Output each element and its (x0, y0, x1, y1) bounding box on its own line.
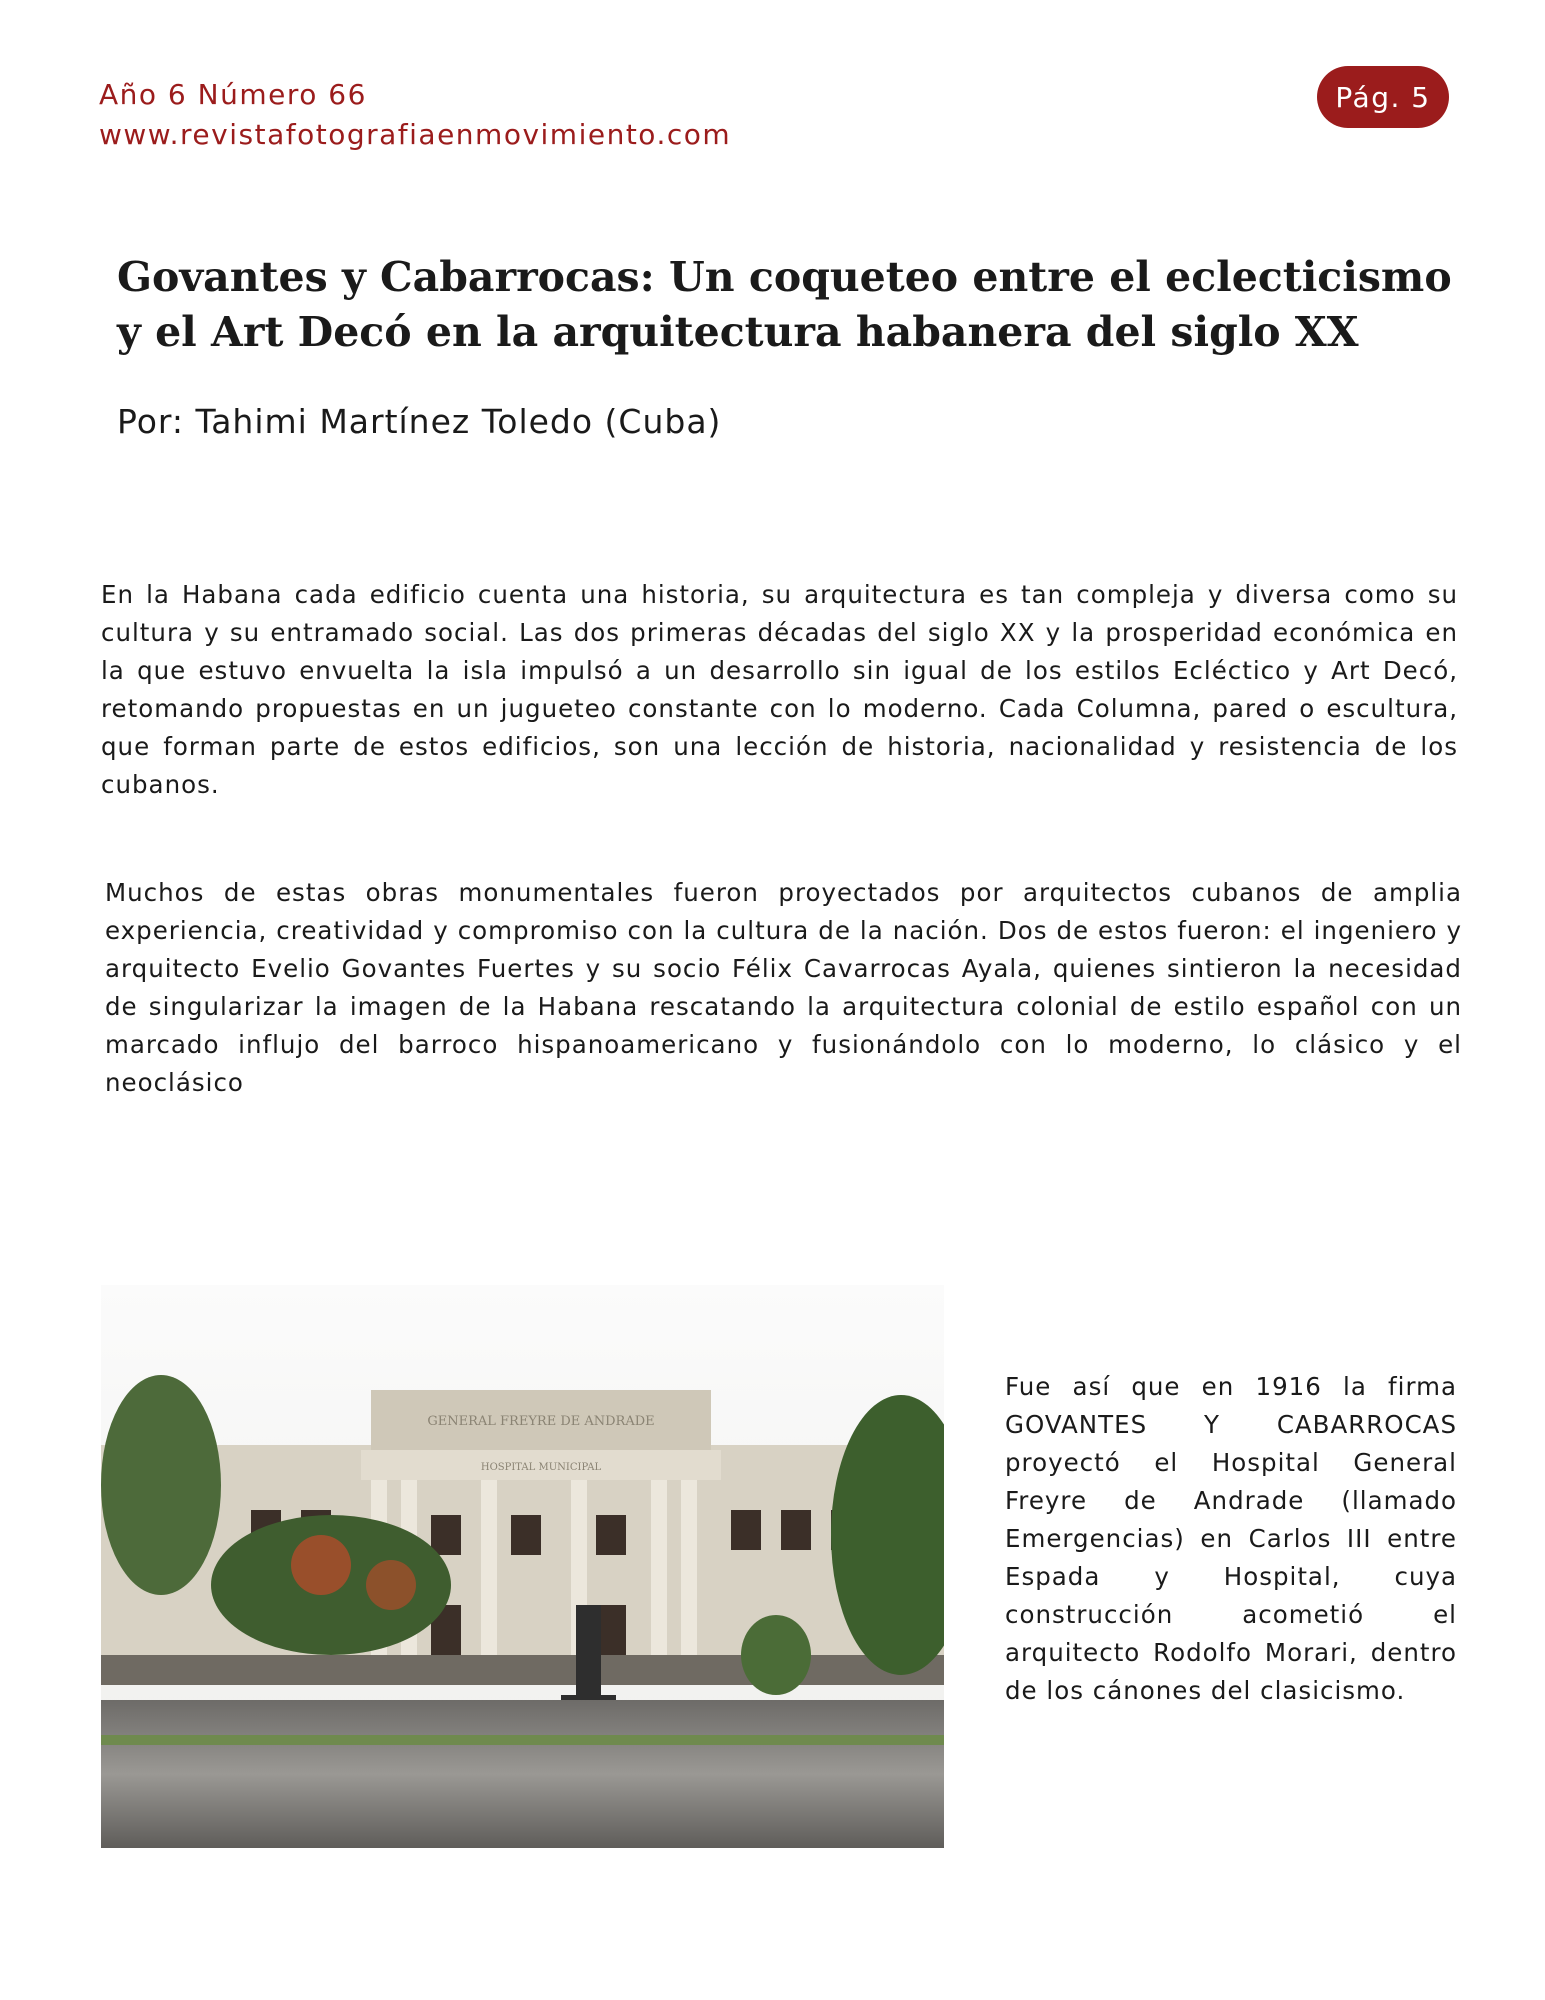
hospital-photo (101, 1285, 944, 1848)
paragraph-architects: Muchos de estas obras monumentales fueron proyectados por arquitectos cubanos de amplia experiencia, creatividad y compromiso con la cultura de la nación. Dos de estos fueron: el ingeniero y arquitecto Evelio Govantes Fuertes y su socio Félix Cavarrocas Ayala, quienes sintieron la necesidad de singularizar la imagen de la Habana rescatando la arquitectura colonial de estilo español con un marcado influjo del barroco hispanoamericano y fusionándolo con lo moderno, lo clásico y el neoclásico (105, 878, 1462, 1097)
article-title: Govantes y Cabarrocas: Un coqueteo entre el eclecticismo y el Art Decó en la arquitectura habanera del siglo XX (117, 253, 1452, 356)
website-link[interactable]: www.revistafotografiaenmovimiento.com (99, 118, 732, 151)
photo-inscription-top: GENERAL FREYRE DE ANDRADE (427, 1414, 655, 1429)
page-number-badge: Pág. 5 (1317, 66, 1449, 128)
paragraph-intro: En la Habana cada edificio cuenta una historia, su arquitectura es tan compleja y diversa como su cultura y su entramado social. Las dos primeras décadas del siglo XX y la prosperidad económica en la que estuvo envuelta la isla impulsó a un desarrollo sin igual de los estilos Ecléctico y Art Decó, retomando propuestas en un jugueteo constante con lo moderno. Cada Columna, pared o escultura, que forman parte de estos edificios, son una lección de historia, nacionalidad y resistencia de los cubanos. (101, 580, 1458, 799)
article-byline: Por: Tahimi Martínez Toledo (Cuba) (117, 402, 722, 441)
photo-inscription-portico: HOSPITAL MUNICIPAL (480, 1462, 602, 1473)
paragraph-hospital: Fue así que en 1916 la firma GOVANTES Y CABARROCAS proyectó el Hospital General Freyre de Andrade (llamado Emergencias) en Carlos III entre Espada y Hospital, cuya construcción acometió el arquitecto Rodolfo Morari, dentro de los cánones del clasicismo. (1005, 1372, 1457, 1705)
issue-label: Año 6 Número 66 (99, 78, 367, 111)
